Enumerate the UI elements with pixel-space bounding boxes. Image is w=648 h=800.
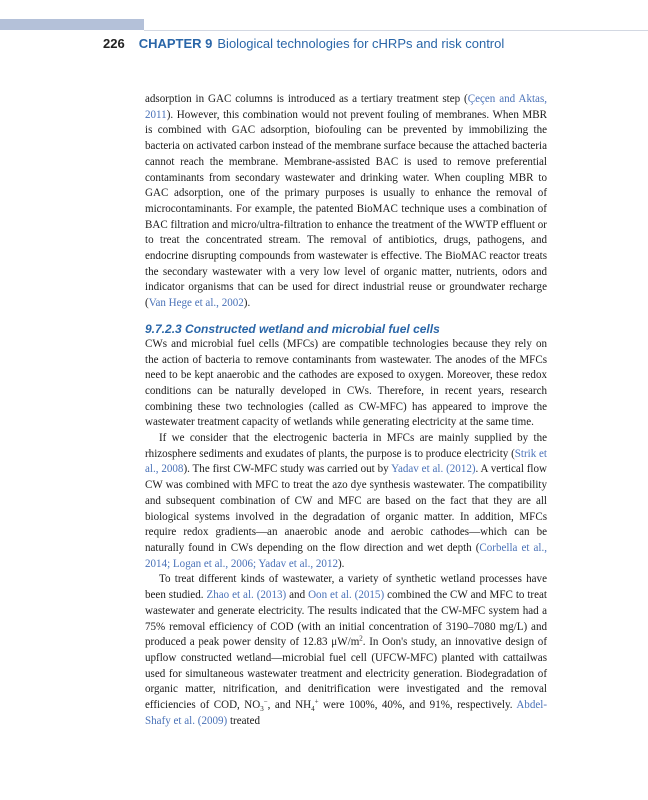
paragraph-4 xyxy=(145,572,547,729)
text-run: combined the CW and MFC to treat wastewater and generate electricity. The results indicated that the CW-MFC system had a 75% removal efficiency of COD (with an initial concentration of 3190–7080 mg/L) and produced a peak power density of 12.83 μW/m xyxy=(145,589,547,649)
header-color-bar xyxy=(0,19,144,30)
text-run: If we consider that the electrogenic bacteria in MFCs are mainly supplied by the rhizosphere sediments and exudates of plants, the purpose is to produce electricity ( xyxy=(145,432,547,460)
citation-link[interactable]: Strik et al., 2008 xyxy=(145,447,547,476)
section-title: Constructed wetland and microbial fuel cells xyxy=(185,321,440,336)
citation-link[interactable]: Oon et al. (2015) xyxy=(308,589,385,602)
text-run: treated xyxy=(227,714,261,727)
paragraph-3 xyxy=(145,431,547,572)
section-number: 9.7.2.3 xyxy=(145,321,182,336)
citation-link[interactable]: Van Hege et al., 2002 xyxy=(148,297,244,310)
text-run: ). xyxy=(338,557,345,570)
text-run: ). However, this combination would not prevent fouling of membranes. When MBR is combined with GAC adsorption, biofouling can be prevented by immobilizing the bacteria on activated carbon instead of the membrane surface because the attached bacteria cannot reach the membrane. Membrane-assisted BAC is used to remove preferential contaminants from secondary wastewater and drinking water. When coupling MBR to GAC adsorption, one of the primary purposes is usually to enhance the removal of microcontaminants. For example, the patented BioMAC technique uses a combination of BAC filtration and micro/ultra-filtration to enhance the treatment of the WWTP effluent or to treat the concentrated stream. The removal of antibiotics, drugs, pathogens, and endocrine disrupting compounds from wastewater is effective. The BioMAC reactor treats the secondary wastewater with a very low level of organic matter, nutrients, odors and indicator organisms that can be used for direct industrial reuse or groundwater recharge ( xyxy=(145,108,547,310)
section-heading xyxy=(145,321,547,337)
text-run: ). The first CW-MFC study was carried out by xyxy=(183,463,392,476)
superscript: 2 xyxy=(359,634,363,643)
text-run: were 100%, 40%, and 91%, respectively. xyxy=(318,699,517,712)
text-run: CWs and microbial fuel cells (MFCs) are compatible technologies because they rely on the action of bacteria to remove contaminants from wastewater. The anodes of the MFCs need to be kept anaerobic and the cathodes are exposed to oxygen. Moreover, these redox conditions can be naturally developed in CWs. Therefore, in recent years, research combining these two technologies (called as CW-MFC) has appeared to improve the wastewater treatment capacity of wetlands while generating electricity at the same time. xyxy=(145,337,547,429)
subscript: 3 xyxy=(260,705,264,714)
text-run: adsorption in GAC columns is introduced as a tertiary treatment step ( xyxy=(145,93,468,105)
subscript: 4 xyxy=(311,705,315,714)
chapter-label: CHAPTER 9 xyxy=(138,36,213,51)
chapter-title: Biological technologies for cHRPs and risk control xyxy=(217,36,505,51)
text-run: . In Oon's study, an innovative design of upflow constructed wetland—microbial fuel cell (UFCW-MFC) planted with cattailwas used for simultaneous wastewater treatment and electricity generation. Biodegradation of organic matter, nitrification, and denitrification were investigated and the removal efficiencies of COD, NO xyxy=(145,636,547,712)
text-run: . A vertical flow CW was combined with MFC to treat the azo dye synthesis wastewater. The compatibility and subsequent combination of CW and MFC are based on the fact that they are all biological systems involved in the degradation of organic matter. In addition, MFCs require redox gradients—an anaerobic anode and aerobic cathodes—which can be naturally found in CWs depending on the flow direction and wet depth ( xyxy=(145,463,547,554)
citation-link[interactable]: Abdel-Shafy et al. (2009) xyxy=(145,699,548,727)
citation-link[interactable]: Zhao et al. (2013) xyxy=(206,589,287,602)
citation-link[interactable]: Corbella et al., 2014; Logan et al., 2006; Yadav et al., 2012 xyxy=(145,541,547,570)
body-text xyxy=(145,92,547,729)
superscript: − xyxy=(263,697,268,706)
citation-link[interactable]: Çeçen and Aktas, 2011 xyxy=(145,93,547,121)
paragraph-2 xyxy=(145,337,547,431)
paragraph-1 xyxy=(145,92,547,312)
text-run: , and NH xyxy=(267,699,312,712)
header-rule xyxy=(144,30,648,31)
citation-link[interactable]: Yadav et al. (2012) xyxy=(391,463,476,476)
text-run: ). xyxy=(243,297,251,310)
superscript: + xyxy=(314,697,319,706)
page-number: 226 xyxy=(103,36,125,51)
text-run: and xyxy=(286,589,309,602)
running-header xyxy=(103,36,504,51)
text-run: To treat different kinds of wastewater, a variety of synthetic wetland processes have been studied. xyxy=(145,573,547,602)
